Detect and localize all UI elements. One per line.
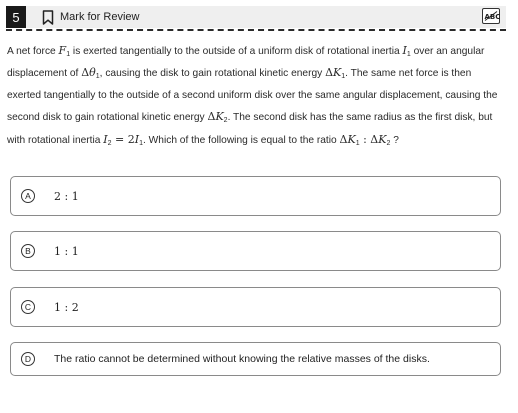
option-text-a: 2 : 1 — [54, 189, 79, 203]
abc-strikethrough-icon — [484, 11, 501, 21]
option-text-c: 1 : 2 — [54, 300, 79, 314]
option-text-b: 1 : 1 — [54, 244, 79, 258]
abc-strikethrough-button[interactable] — [482, 8, 500, 24]
answer-option-d[interactable] — [10, 342, 501, 376]
option-letter-b: B — [21, 244, 35, 258]
question-text: A net force $F_1$ is exerted tangentially to the outside of a uniform disk of rotational inertia $I_1$ over an angular displacement of $\Delta\theta_1$, causing the disk to gain rotational kinetic energy $\Delta K_1$. The same net force is then exerted tangentially to the outside of a second uniform disk over the same angular displacement, causing the second disk to gain rotational kinetic energy $\Delta K_2$. The second disk has the same radius as the first disk, but with rotational inertia $I_2 = 2I_1$. Which of the following is equal to the ratio $\Delta K_1$ : $\Delta K_2$ ? — [7, 44, 498, 147]
svg-text:ABC: ABC — [484, 13, 501, 21]
question-header — [6, 6, 506, 28]
mark-for-review-label[interactable]: Mark for Review — [60, 11, 140, 23]
header-divider — [6, 29, 506, 31]
option-letter-d: D — [21, 352, 35, 366]
option-text-d: The ratio cannot be determined without knowing the relative masses of the disks. — [54, 353, 430, 365]
option-letter-a: A — [21, 189, 35, 203]
bookmark-outline-icon[interactable] — [42, 10, 54, 25]
question-number: 5 — [6, 6, 26, 28]
answer-option-b[interactable] — [10, 231, 501, 271]
answer-option-a[interactable] — [10, 176, 501, 216]
option-letter-c: C — [21, 300, 35, 314]
answer-option-c[interactable] — [10, 287, 501, 327]
